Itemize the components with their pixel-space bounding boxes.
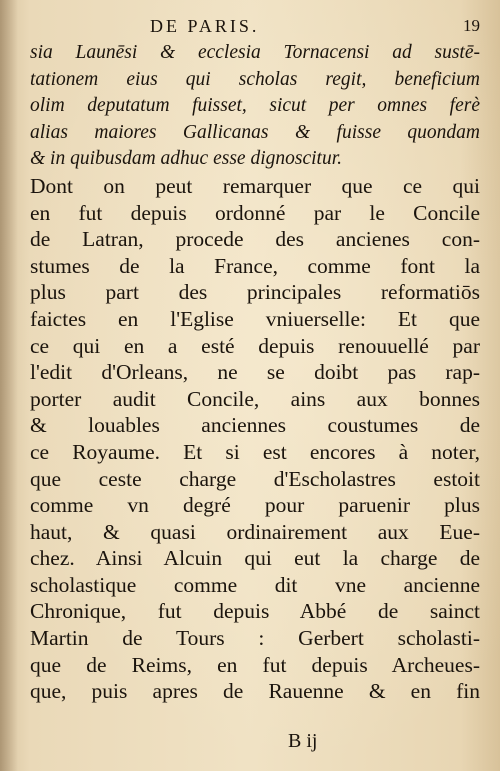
french-line: en fut depuis ordonné par le Concile: [30, 200, 480, 225]
text-block: [30, 40, 480, 705]
running-title: DE PARIS.: [150, 16, 260, 36]
french-line: que ceste charge d'Escholastres estoit: [30, 466, 480, 491]
french-line: & louables anciennes coustumes de: [30, 413, 480, 438]
latin-line: tationem eius qui scholas regit, beneficium: [30, 68, 480, 90]
latin-line: sia Launēsi & ecclesia Tornacensi ad sustē-: [30, 42, 480, 63]
french-line: haut, & quasi ordinairement aux Eue-: [30, 519, 480, 544]
french-line: Chronique, fut depuis Abbé de sainct: [30, 599, 480, 624]
french-line: ce Royaume. Et si est encores à noter,: [30, 439, 480, 464]
french-line: ce qui en a esté depuis renouuellé par: [30, 333, 480, 358]
latin-line: alias maiores Gallicanas & fuisse quondam: [30, 121, 480, 143]
french-line: scholastique comme dit vne ancienne: [30, 572, 480, 597]
page-number: 19: [463, 16, 480, 35]
french-line: stumes de la France, comme font la: [30, 253, 480, 278]
french-line: Martin de Tours : Gerbert scholasti-: [30, 626, 480, 651]
french-line: Dont on peut remarquer que ce qui: [30, 173, 480, 198]
french-line: porter audit Concile, ains aux bonnes: [30, 386, 480, 411]
running-head: [30, 14, 480, 40]
spine-shadow: [0, 0, 18, 771]
signature-mark: B ij: [288, 730, 318, 752]
french-line: de Latran, procede des ancienes con-: [30, 227, 480, 252]
french-line: plus part des principales reformatiōs: [30, 280, 480, 305]
french-line: faictes en l'Eglise vniuerselle: Et que: [30, 306, 480, 331]
french-line: que, puis apres de Rauenne & en fin: [30, 679, 480, 704]
french-line: l'edit d'Orleans, ne se doibt pas rap-: [30, 360, 480, 385]
latin-line: & in quibusdam adhuc esse dignoscitur.: [30, 148, 342, 170]
french-line: chez. Ainsi Alcuin qui eut la charge de: [30, 546, 480, 571]
latin-line: olim deputatum fuisset, sicut per omnes ferè: [30, 95, 480, 117]
french-line: comme vn degré pour paruenir plus: [30, 493, 480, 518]
french-line: que de Reims, en fut depuis Archeues-: [30, 652, 480, 677]
